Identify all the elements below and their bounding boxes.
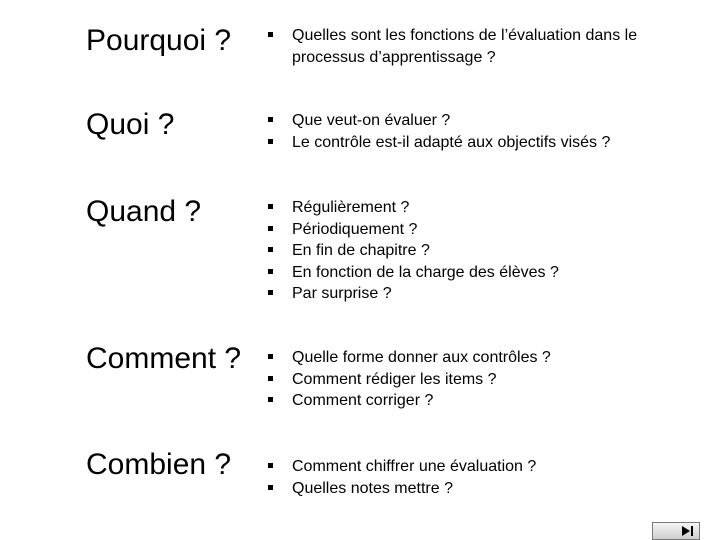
bullet-item	[268, 347, 551, 369]
bullet-item	[268, 219, 559, 241]
question-heading: Comment ?	[86, 342, 242, 375]
bullet-continuation	[268, 47, 637, 69]
bullet-item	[268, 132, 610, 154]
question-heading: Combien ?	[86, 448, 232, 481]
bullet-item	[268, 456, 536, 478]
bullet-item	[268, 240, 559, 262]
bullet-square-icon	[268, 204, 273, 209]
bullet-list	[268, 110, 610, 153]
bullet-text: Quelle forme donner aux contrôles ?	[292, 349, 551, 366]
next-slide-icon	[681, 525, 695, 537]
bullet-square-icon	[268, 376, 273, 381]
bullet-item	[268, 369, 551, 391]
bullet-item	[268, 390, 551, 412]
bullet-square-icon	[268, 463, 273, 468]
bullet-square-icon	[268, 290, 273, 295]
bullet-square-icon	[268, 117, 273, 122]
bullet-square-icon	[268, 354, 273, 359]
bullet-text: Le contrôle est-il adapté aux objectifs visés ?	[292, 133, 611, 151]
bullet-item	[268, 478, 536, 500]
bullet-text: Périodiquement ?	[292, 220, 418, 238]
bullet-square-icon	[268, 247, 273, 252]
bullet-square-icon	[268, 269, 273, 274]
bullet-item	[268, 262, 559, 284]
bullet-list	[268, 456, 536, 499]
bullet-text: Comment corriger ?	[292, 392, 434, 409]
bullet-text: Par surprise ?	[292, 285, 392, 302]
next-slide-button[interactable]	[652, 522, 700, 540]
bullet-text: Comment chiffrer une évaluation ?	[292, 458, 537, 475]
bullet-text: Quelles sont les fonctions de l’évaluation dans le	[292, 27, 638, 44]
bullet-list	[268, 25, 637, 68]
bullet-list	[268, 197, 559, 305]
bullet-item	[268, 110, 610, 132]
bullet-item	[268, 197, 559, 219]
bullet-text: Régulièrement ?	[292, 199, 410, 216]
bullet-text: Quelles notes mettre ?	[292, 479, 453, 497]
question-heading: Quoi ?	[86, 108, 175, 141]
bullet-square-icon	[268, 32, 273, 37]
bullet-list	[268, 347, 551, 412]
bullet-text: Comment rédiger les items ?	[292, 370, 497, 388]
bullet-text: En fonction de la charge des élèves ?	[292, 263, 559, 281]
question-heading: Pourquoi ?	[86, 24, 232, 57]
bullet-square-icon	[268, 485, 273, 490]
bullet-square-icon	[268, 397, 273, 402]
bullet-square-icon	[268, 139, 273, 144]
bullet-text: Que veut-on évaluer ?	[292, 112, 451, 129]
bullet-item	[268, 25, 637, 47]
bullet-item	[268, 283, 559, 305]
question-heading: Quand ?	[86, 195, 202, 228]
bullet-text: En fin de chapitre ?	[292, 242, 430, 259]
bullet-text: processus d’apprentissage ?	[292, 48, 496, 66]
bullet-square-icon	[268, 226, 273, 231]
